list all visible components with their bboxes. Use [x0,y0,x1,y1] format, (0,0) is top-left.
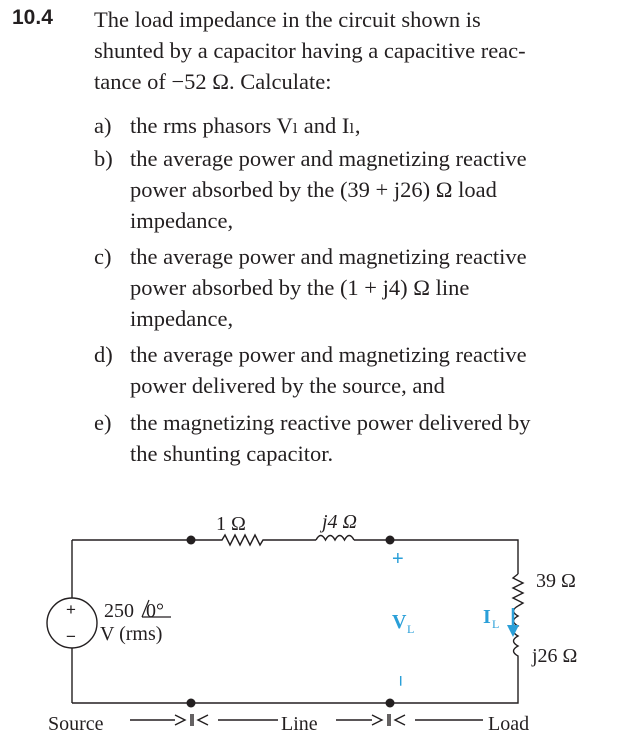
part-c [94,241,527,334]
source-value: 250 [104,600,134,622]
statement-line: shunted by a capacitor having a capacitive reac- [94,38,526,63]
problem-number: 10.4 [12,6,53,29]
node-dot [187,536,196,545]
i-load-label: I [483,606,491,628]
part-label: b) [94,146,113,171]
part-text: the average power and magnetizing reactive [130,244,527,269]
node-dot [187,699,196,708]
part-label: e) [94,410,112,435]
part-text: the average power and magnetizing reactive [130,342,527,367]
top-wire-right [354,540,518,574]
source-unit: V (rms) [100,623,163,645]
arrow-right-icon [372,715,382,725]
source-section-label: Source [48,713,104,735]
part-a [94,110,360,141]
part-label: a) [94,113,112,138]
source-minus-icon: − [66,627,76,646]
load-resistor [513,574,523,606]
load-section-label: Load [488,713,530,735]
i-load-subscript: L [492,617,500,631]
r-load-label: 39 Ω [536,570,576,592]
x-line-label: j4 Ω [322,511,358,533]
part-text: power absorbed by the (1 + j4) Ω line [130,275,470,300]
problem-statement [94,4,614,97]
line-section-label: Line [281,713,318,735]
part-text: the magnetizing reactive power delivered by [130,410,531,435]
part-label: d) [94,342,113,367]
r-line-label: 1 Ω [216,513,246,535]
bottom-wire [72,660,518,703]
part-label: c) [94,244,112,269]
source-angle: 0° [146,600,164,622]
statement-line: tance of −52 Ω. Calculate: [94,69,332,94]
node-dot [386,699,395,708]
part-b [94,143,527,236]
part-text: power absorbed by the (39 + j26) Ω load [130,177,497,202]
node-dot [386,536,395,545]
part-text: power delivered by the source, and [130,373,445,398]
x-load-label: j26 Ω [532,645,578,667]
line-resistor [208,535,282,545]
part-text: the shunting capacitor. [130,441,334,466]
line-inductor [316,536,354,541]
v-plus-icon: + [392,548,404,570]
arrow-left-icon [198,715,208,725]
part-text: the rms phasors Vₗ and Iₗ, [130,113,361,138]
v-minus-icon: − [389,675,411,687]
v-load-label: V [392,611,407,633]
part-text: impedance, [130,208,234,233]
circuit-diagram [0,490,626,750]
arrow-right-icon [175,715,185,725]
part-e [94,407,530,469]
statement-line: The load impedance in the circuit shown is [94,7,481,32]
source-plus-icon: + [66,600,76,619]
part-text: the average power and magnetizing reactive [130,146,527,171]
part-text: impedance, [130,306,234,331]
arrow-left-icon [395,715,405,725]
part-d [94,339,527,401]
v-load-subscript: L [407,622,415,636]
